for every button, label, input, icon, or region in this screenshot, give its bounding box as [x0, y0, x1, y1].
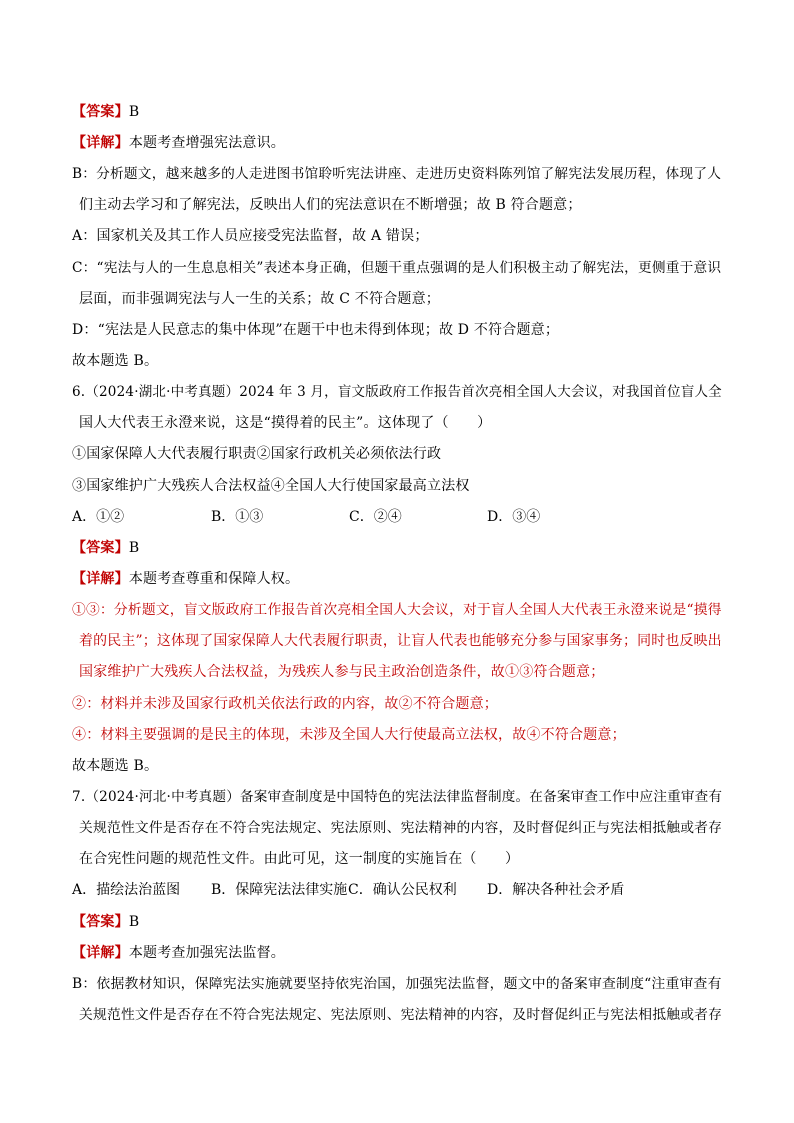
explanation-line: ②：材料并未涉及国家行政机关依法行政的内容，故②不符合题意；: [72, 696, 498, 712]
explanation-line: 层面，而非强调宪法与人一生的关系；故 C 不符合题意；: [79, 291, 441, 307]
explanation-line: 关规范性文件是否存在不符合宪法规定、宪法原则、宪法精神的内容，及时督促纠正与宪法相抵触或者存: [79, 1007, 723, 1023]
answer-value: B: [128, 914, 140, 930]
answer-line: [72, 102, 139, 122]
option-a: A．①②: [72, 509, 125, 525]
detail-line: [72, 569, 299, 589]
detail-label: 【详解】: [72, 135, 129, 151]
question-stem: 7.（2024·河北·中考真题）备案审查制度是中国特色的宪法法律监督制度。在备案审查工作中应注重审查有: [72, 789, 723, 805]
answer-line: [72, 538, 139, 558]
answer-value: B: [128, 540, 140, 556]
explanation-line: ④：材料主要强调的是民主的体现，未涉及全国人大行使最高立法权，故④不符合题意；: [72, 727, 626, 743]
statement-line: ③国家维护广大残疾人合法权益④全国人大行使国家最高立法权: [72, 478, 470, 494]
detail-text: 本题考查增强宪法意识。: [128, 135, 286, 151]
detail-text: 本题考查尊重和保障人权。: [128, 571, 300, 587]
explanation-line: ①③：分析题文，盲文版政府工作报告首次亮相全国人大会议，对于盲人全国人大代表王永澄来说是“摸得: [72, 602, 722, 618]
question-stem: 6.（2024·湖北·中考真题）2024 年 3 月，盲文版政府工作报告首次亮相全国人大会议，对我国首位盲人全: [72, 384, 722, 400]
explanation-line: 着的民主”；这体现了国家保障人大代表履行职责，让盲人代表也能够充分参与国家事务；同时也反映出: [79, 633, 722, 649]
detail-line: [72, 943, 285, 963]
explanation-line: C：“宪法与人的一生息息相关”表述本身正确，但题干重点强调的是人们积极主动了解宪法，更侧重于意识: [72, 260, 722, 276]
question-stem: 国人大代表王永澄来说，这是“摸得着的民主”。这体现了（ ）: [79, 415, 492, 431]
conclusion-line: 故本题选 B。: [72, 758, 159, 774]
explanation-line: 们主动去学习和了解宪法，反映出人们的宪法意识在不断增强；故 B 符合题意；: [79, 197, 582, 213]
answer-label: 【答案】: [72, 540, 129, 556]
explanation-line: 国家维护广大残疾人合法权益，为残疾人参与民主政治创造条件，故①③符合题意；: [79, 664, 605, 680]
statement-line: ①国家保障人大代表履行职责②国家行政机关必须依法行政: [72, 446, 442, 462]
detail-label: 【详解】: [72, 945, 129, 961]
explanation-line: B：分析题文，越来越多的人走进图书馆聆听宪法讲座、走进历史资料陈列馆了解宪法发展历程，体现了人: [72, 166, 722, 182]
answer-line: [72, 912, 139, 932]
conclusion-line: 故本题选 B。: [72, 353, 159, 369]
option-c: C．②④: [349, 509, 402, 525]
option-d: D．③④: [487, 509, 541, 525]
explanation-line: B：依据教材知识，保障宪法实施就要坚持依宪治国，加强宪法监督，题文中的备案审查制度“注重审查有: [72, 976, 722, 992]
explanation-line: D：“宪法是人民意志的集中体现”在题干中也未得到体现；故 D 不符合题意；: [72, 322, 560, 338]
option-c: C．确认公民权利: [348, 882, 457, 898]
answer-label: 【答案】: [72, 104, 129, 120]
question-stem: 在合宪性问题的规范性文件。由此可见，这一制度的实施旨在（ ）: [79, 851, 520, 867]
explanation-line: A：国家机关及其工作人员应接受宪法监督，故 A 错误；: [72, 228, 429, 244]
detail-label: 【详解】: [72, 571, 129, 587]
option-d: D．解决各种社会矛盾: [487, 882, 625, 898]
detail-line: [72, 133, 285, 153]
option-b: B．保障宪法法律实施: [211, 882, 348, 898]
detail-text: 本题考查加强宪法监督。: [128, 945, 286, 961]
question-stem: 关规范性文件是否存在不符合宪法规定、宪法原则、宪法精神的内容，及时督促纠正与宪法相抵触或者存: [79, 820, 723, 836]
answer-value: B: [128, 104, 140, 120]
option-a: A．描绘法治蓝图: [72, 882, 181, 898]
answer-label: 【答案】: [72, 914, 129, 930]
option-b: B．①③: [211, 509, 264, 525]
